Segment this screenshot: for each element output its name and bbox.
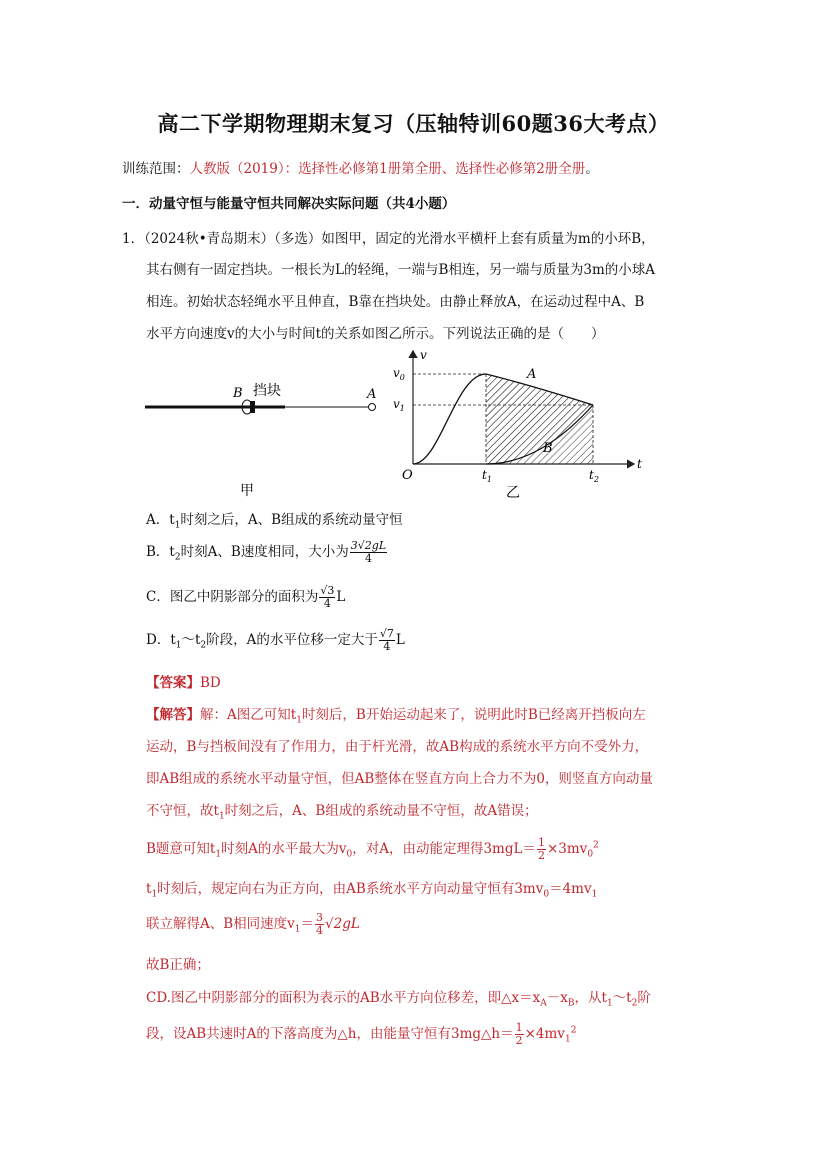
figure — [140, 345, 660, 505]
answer-value: BD — [200, 675, 221, 691]
page-title: 高二下学期物理期末复习（压轴特训60题36大考点） — [157, 111, 670, 136]
label-B: B — [233, 386, 243, 401]
option-A: A．$t_1$时刻之后，A、B组成的系统动量守恒 — [146, 512, 403, 531]
scope-text: 人教版（2019）：选择性必修第1册第全册、选择性必修第2册全册 — [189, 161, 586, 177]
ball-A — [369, 404, 376, 411]
question-line-3: 相连。初始状态轻绳水平且伸直，B靠在挡块处。由静止释放A，在运动过程中A、B — [146, 294, 645, 310]
solution-line-8: 故B正确； — [146, 957, 210, 973]
label-yi: 乙 — [506, 485, 520, 501]
solution-line-3: 即AB组成的系统水平动量守恒，但AB整体在竖直方向上合力不为0，则竖直方向动量 — [146, 771, 653, 787]
question-number: 1． — [122, 231, 145, 247]
figure-jia — [145, 382, 376, 499]
question-line-1: 1．（2024秋•青岛期末）（多选）如图甲，固定的光滑水平横杆上套有质量为m的小环B， — [122, 231, 655, 247]
solution-line-10: 段，设AB共速时A的下落高度为△h，由能量守恒有3mg△h＝ $\frac{1}{2}$ $\times 4mv_1^2$ — [146, 1021, 577, 1047]
option-B: B．$t_2$时刻A、B速度相同，大小为 $\frac{3√2gL}{4}$ — [146, 539, 387, 565]
option-C: C．图乙中阴影部分的面积为 $\frac{√3}{4}$ L — [146, 584, 346, 610]
solution-line-6: $t_1$时刻后，规定向右为正方向，由AB系统水平方向动量守恒有$3mv_0=4mv_1$ — [146, 881, 598, 900]
curve-A-rise — [413, 374, 486, 464]
label-v0: $v_0$ — [393, 366, 405, 382]
solution-line-5: B题意可知$t_1$时刻A的水平最大为$v_0$，对A，由动能定理得3mgL＝ $\frac{1}{2}$ $\times 3mv_0^2$ — [146, 836, 599, 862]
scope-end: 。 — [585, 161, 599, 177]
training-scope — [122, 157, 599, 177]
figure-yi — [393, 348, 642, 501]
label-axis-t: t — [637, 457, 642, 471]
question-line-2: 其右侧有一固定挡块。一根长为L的轻绳，一端与B相连，另一端与质量为3m的小球A — [146, 262, 656, 278]
solution-line-7: 联立解得A、B相同速度$v_1=$ $\frac{3}{4}$ √2gL — [146, 911, 360, 937]
scope-label: 训练范围： — [122, 161, 190, 177]
label-jia: 甲 — [240, 483, 254, 499]
solution-line-2: 运动，B与挡板间没有了作用力，由于杆光滑，故AB构成的系统水平方向不受外力， — [146, 739, 649, 755]
question-line-4: 水平方向速度v的大小与时间t的关系如图乙所示。下列说法正确的是（ ） — [146, 326, 605, 342]
label-t1: $t_1$ — [482, 468, 492, 484]
label-curve-B: B — [543, 441, 553, 456]
label-t2: $t_2$ — [589, 468, 599, 484]
label-origin: O — [402, 468, 413, 483]
solution-line-4: 不守恒，故$t_1$时刻之后，A、B组成的系统动量不守恒，故A错误； — [146, 803, 538, 822]
answer-tag: 【答案】 — [146, 675, 200, 691]
section-heading: 一．动量守恒与能量守恒共同解决实际问题（共4小题） — [122, 196, 456, 212]
solution-line-1: 【解答】解：A图乙可知$t_1$时刻后，B开始运动起来了，说明此时B已经离开挡板向左 — [146, 707, 646, 726]
answer — [146, 671, 221, 691]
label-curve-A: A — [527, 367, 537, 382]
label-A: A — [367, 387, 377, 402]
label-axis-v: v — [420, 348, 427, 362]
label-v1: $v_1$ — [393, 397, 405, 413]
option-D: D．$t_1\sim t_2$阶段，A的水平位移一定大于 $\frac{√7}{4}$ L — [146, 627, 405, 653]
solution-line-9: CD.图乙中阴影部分的面积为表示的AB水平方向位移差，即$\triangle x=x_A-x_B$，从$t_1\sim t_2$阶 — [146, 990, 651, 1009]
solution-tag: 【解答】 — [146, 707, 200, 723]
label-block: 挡块 — [253, 383, 281, 399]
